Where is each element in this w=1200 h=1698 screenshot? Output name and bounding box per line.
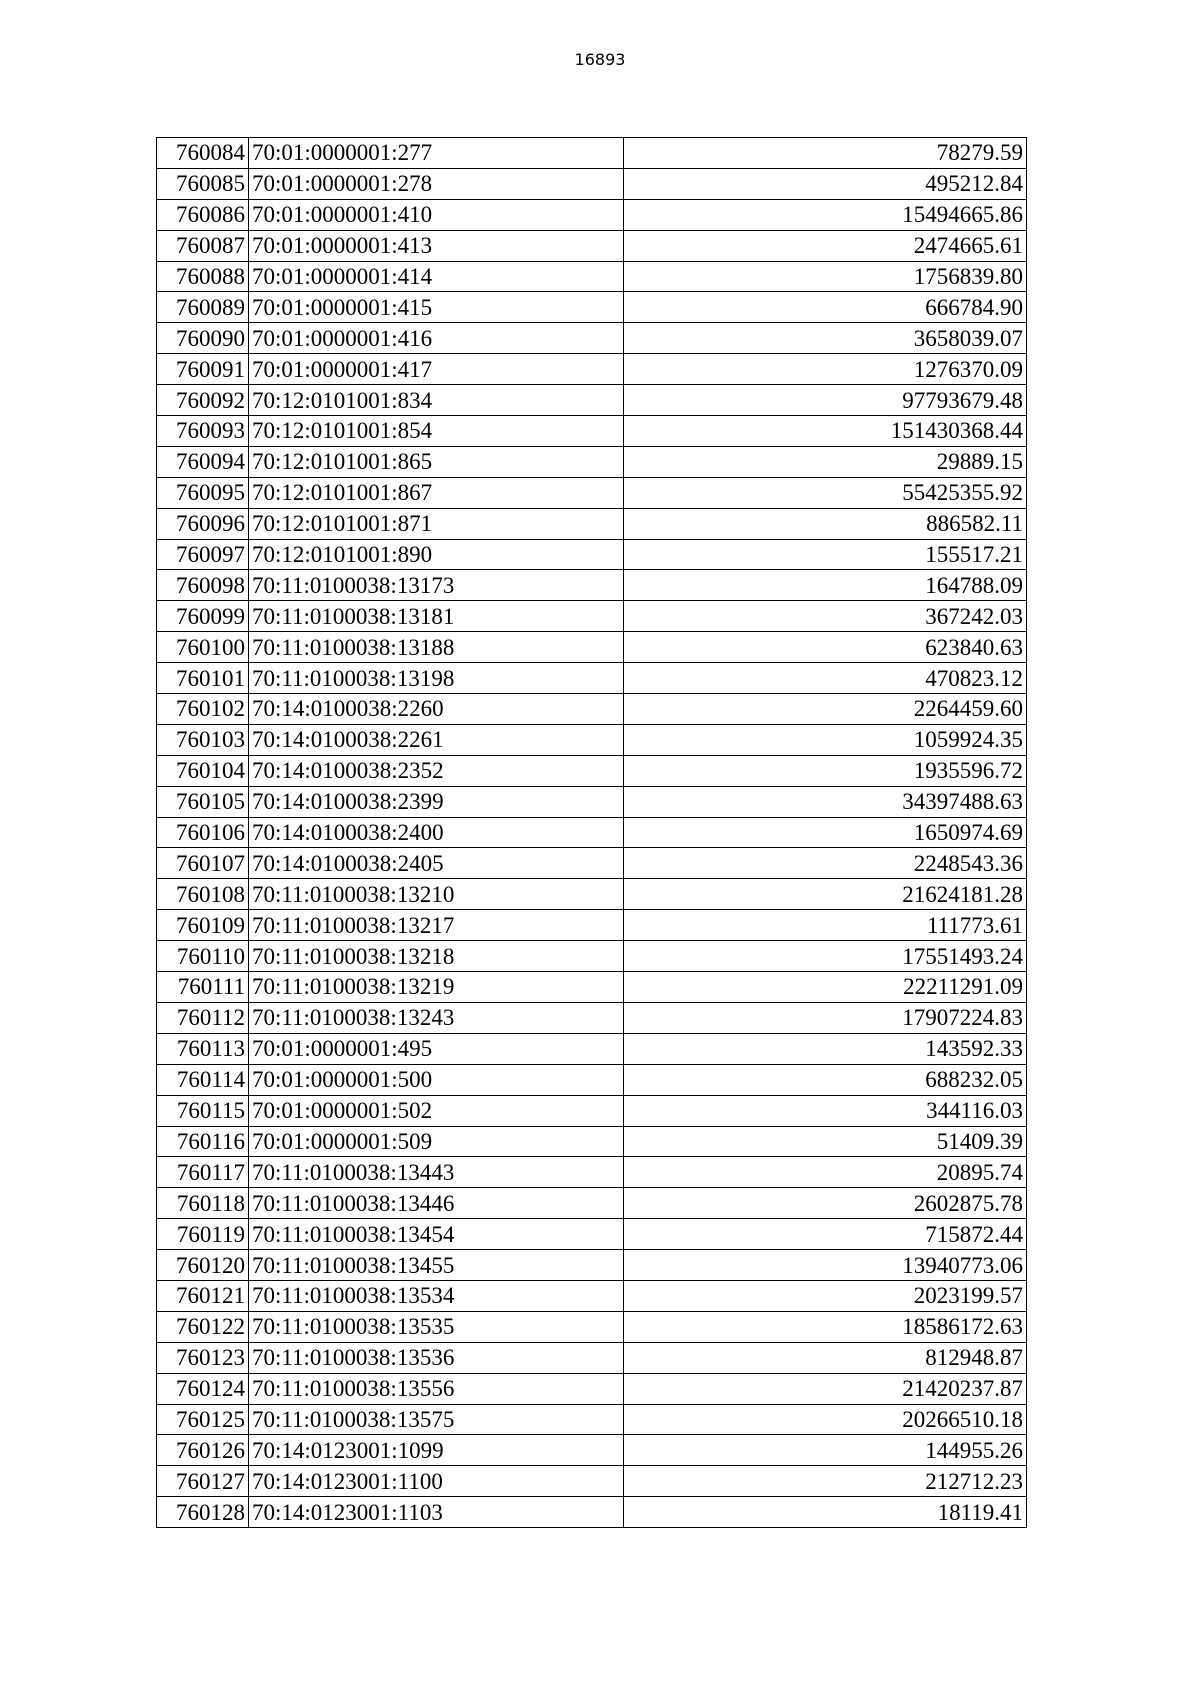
cadastral-value-cell: 2248543.36: [624, 848, 1027, 879]
cadastral-number-cell: 70:01:0000001:502: [249, 1095, 624, 1126]
cadastral-value-cell: 212712.23: [624, 1466, 1027, 1497]
row-number-cell: 760111: [157, 972, 249, 1003]
cadastral-number-cell: 70:01:0000001:414: [249, 261, 624, 292]
table-row: [157, 879, 1027, 910]
cadastral-number-cell: 70:12:0101001:834: [249, 385, 624, 416]
cadastral-value-cell: 1650974.69: [624, 817, 1027, 848]
cadastral-number-cell: 70:12:0101001:854: [249, 416, 624, 447]
row-number-cell: 760116: [157, 1126, 249, 1157]
cadastral-value-cell: 470823.12: [624, 663, 1027, 694]
row-number-cell: 760128: [157, 1497, 249, 1528]
table-row: [157, 1280, 1027, 1311]
cadastral-number-cell: 70:01:0000001:413: [249, 230, 624, 261]
cadastral-value-cell: 78279.59: [624, 138, 1027, 169]
table-row: [157, 1126, 1027, 1157]
cadastral-number-cell: 70:14:0123001:1100: [249, 1466, 624, 1497]
cadastral-value-cell: 1059924.35: [624, 724, 1027, 755]
table-row: [157, 446, 1027, 477]
row-number-cell: 760122: [157, 1311, 249, 1342]
cadastral-value-cell: 3658039.07: [624, 323, 1027, 354]
row-number-cell: 760093: [157, 416, 249, 447]
cadastral-value-cell: 155517.21: [624, 539, 1027, 570]
cadastral-number-cell: 70:11:0100038:13556: [249, 1373, 624, 1404]
table-row: [157, 416, 1027, 447]
row-number-cell: 760087: [157, 230, 249, 261]
cadastral-number-cell: 70:11:0100038:13534: [249, 1280, 624, 1311]
row-number-cell: 760097: [157, 539, 249, 570]
row-number-cell: 760090: [157, 323, 249, 354]
table-row: [157, 817, 1027, 848]
row-number-cell: 760115: [157, 1095, 249, 1126]
table-row: [157, 1157, 1027, 1188]
cadastral-number-cell: 70:11:0100038:13210: [249, 879, 624, 910]
table-row: [157, 786, 1027, 817]
row-number-cell: 760127: [157, 1466, 249, 1497]
cadastral-value-cell: 1276370.09: [624, 354, 1027, 385]
cadastral-value-cell: 15494665.86: [624, 199, 1027, 230]
cadastral-number-cell: 70:01:0000001:278: [249, 168, 624, 199]
table-row: [157, 1219, 1027, 1250]
row-number-cell: 760108: [157, 879, 249, 910]
row-number-cell: 760084: [157, 138, 249, 169]
cadastral-value-cell: 34397488.63: [624, 786, 1027, 817]
cadastral-value-cell: 17907224.83: [624, 1002, 1027, 1033]
row-number-cell: 760103: [157, 724, 249, 755]
cadastral-value-cell: 20266510.18: [624, 1404, 1027, 1435]
row-number-cell: 760110: [157, 941, 249, 972]
cadastral-value-cell: 666784.90: [624, 292, 1027, 323]
cadastral-number-cell: 70:14:0100038:2400: [249, 817, 624, 848]
table-row: [157, 354, 1027, 385]
cadastral-value-cell: 812948.87: [624, 1342, 1027, 1373]
cadastral-number-cell: 70:11:0100038:13181: [249, 601, 624, 632]
cadastral-value-cell: 164788.09: [624, 570, 1027, 601]
table-row: [157, 1188, 1027, 1219]
row-number-cell: 760107: [157, 848, 249, 879]
cadastral-value-cell: 151430368.44: [624, 416, 1027, 447]
row-number-cell: 760088: [157, 261, 249, 292]
cadastral-number-cell: 70:14:0100038:2352: [249, 755, 624, 786]
cadastral-value-cell: 17551493.24: [624, 941, 1027, 972]
cadastral-value-cell: 51409.39: [624, 1126, 1027, 1157]
cadastral-value-cell: 367242.03: [624, 601, 1027, 632]
cadastral-value-cell: 2602875.78: [624, 1188, 1027, 1219]
cadastral-number-cell: 70:01:0000001:415: [249, 292, 624, 323]
row-number-cell: 760099: [157, 601, 249, 632]
cadastral-number-cell: 70:12:0101001:867: [249, 477, 624, 508]
cadastral-value-cell: 886582.11: [624, 508, 1027, 539]
cadastral-number-cell: 70:14:0100038:2399: [249, 786, 624, 817]
table-row: [157, 138, 1027, 169]
cadastral-number-cell: 70:11:0100038:13198: [249, 663, 624, 694]
table-row: [157, 1033, 1027, 1064]
row-number-cell: 760098: [157, 570, 249, 601]
cadastral-number-cell: 70:11:0100038:13218: [249, 941, 624, 972]
cadastral-value-cell: 13940773.06: [624, 1250, 1027, 1281]
table-row: [157, 477, 1027, 508]
table-row: [157, 941, 1027, 972]
cadastral-value-cell: 97793679.48: [624, 385, 1027, 416]
cadastral-number-cell: 70:11:0100038:13535: [249, 1311, 624, 1342]
table-row: [157, 755, 1027, 786]
table-row: [157, 323, 1027, 354]
cadastral-number-cell: 70:11:0100038:13219: [249, 972, 624, 1003]
cadastral-number-cell: 70:01:0000001:410: [249, 199, 624, 230]
row-number-cell: 760119: [157, 1219, 249, 1250]
cadastral-number-cell: 70:11:0100038:13243: [249, 1002, 624, 1033]
table-row: [157, 972, 1027, 1003]
cadastral-value-table: [156, 137, 1027, 1528]
cadastral-value-cell: 623840.63: [624, 632, 1027, 663]
row-number-cell: 760089: [157, 292, 249, 323]
table-row: [157, 539, 1027, 570]
cadastral-number-cell: 70:12:0101001:871: [249, 508, 624, 539]
cadastral-number-cell: 70:11:0100038:13575: [249, 1404, 624, 1435]
cadastral-value-cell: 18119.41: [624, 1497, 1027, 1528]
row-number-cell: 760106: [157, 817, 249, 848]
row-number-cell: 760102: [157, 694, 249, 725]
row-number-cell: 760085: [157, 168, 249, 199]
row-number-cell: 760092: [157, 385, 249, 416]
cadastral-number-cell: 70:11:0100038:13188: [249, 632, 624, 663]
cadastral-number-cell: 70:11:0100038:13443: [249, 1157, 624, 1188]
row-number-cell: 760112: [157, 1002, 249, 1033]
cadastral-number-cell: 70:14:0123001:1103: [249, 1497, 624, 1528]
row-number-cell: 760118: [157, 1188, 249, 1219]
row-number-cell: 760120: [157, 1250, 249, 1281]
cadastral-number-cell: 70:01:0000001:417: [249, 354, 624, 385]
table-row: [157, 292, 1027, 323]
cadastral-number-cell: 70:11:0100038:13454: [249, 1219, 624, 1250]
table-row: [157, 570, 1027, 601]
row-number-cell: 760096: [157, 508, 249, 539]
table-row: [157, 1435, 1027, 1466]
table-row: [157, 1373, 1027, 1404]
cadastral-number-cell: 70:14:0100038:2260: [249, 694, 624, 725]
row-number-cell: 760094: [157, 446, 249, 477]
cadastral-number-cell: 70:01:0000001:509: [249, 1126, 624, 1157]
row-number-cell: 760121: [157, 1280, 249, 1311]
page-number: 16893: [574, 50, 626, 69]
table-row: [157, 508, 1027, 539]
row-number-cell: 760114: [157, 1064, 249, 1095]
table-row: [157, 1311, 1027, 1342]
cadastral-value-cell: 1935596.72: [624, 755, 1027, 786]
cadastral-number-cell: 70:01:0000001:277: [249, 138, 624, 169]
cadastral-number-cell: 70:14:0100038:2405: [249, 848, 624, 879]
table-row: [157, 848, 1027, 879]
table-row: [157, 601, 1027, 632]
cadastral-value-cell: 2023199.57: [624, 1280, 1027, 1311]
cadastral-value-cell: 495212.84: [624, 168, 1027, 199]
table-row: [157, 1497, 1027, 1528]
table-row: [157, 230, 1027, 261]
table-row: [157, 168, 1027, 199]
row-number-cell: 760117: [157, 1157, 249, 1188]
row-number-cell: 760109: [157, 910, 249, 941]
row-number-cell: 760086: [157, 199, 249, 230]
row-number-cell: 760124: [157, 1373, 249, 1404]
cadastral-value-cell: 55425355.92: [624, 477, 1027, 508]
table-row: [157, 663, 1027, 694]
cadastral-value-cell: 21420237.87: [624, 1373, 1027, 1404]
cadastral-number-cell: 70:01:0000001:500: [249, 1064, 624, 1095]
row-number-cell: 760101: [157, 663, 249, 694]
row-number-cell: 760104: [157, 755, 249, 786]
cadastral-value-cell: 143592.33: [624, 1033, 1027, 1064]
row-number-cell: 760100: [157, 632, 249, 663]
cadastral-value-cell: 18586172.63: [624, 1311, 1027, 1342]
table-row: [157, 910, 1027, 941]
cadastral-value-cell: 20895.74: [624, 1157, 1027, 1188]
cadastral-number-cell: 70:12:0101001:890: [249, 539, 624, 570]
table-row: [157, 1342, 1027, 1373]
table-row: [157, 1250, 1027, 1281]
cadastral-number-cell: 70:11:0100038:13217: [249, 910, 624, 941]
table-row: [157, 724, 1027, 755]
table-row: [157, 1002, 1027, 1033]
cadastral-value-cell: 688232.05: [624, 1064, 1027, 1095]
cadastral-number-cell: 70:12:0101001:865: [249, 446, 624, 477]
table-row: [157, 385, 1027, 416]
cadastral-value-cell: 111773.61: [624, 910, 1027, 941]
row-number-cell: 760123: [157, 1342, 249, 1373]
cadastral-value-cell: 2264459.60: [624, 694, 1027, 725]
cadastral-value-cell: 29889.15: [624, 446, 1027, 477]
cadastral-value-cell: 1756839.80: [624, 261, 1027, 292]
table-row: [157, 694, 1027, 725]
cadastral-number-cell: 70:14:0100038:2261: [249, 724, 624, 755]
row-number-cell: 760095: [157, 477, 249, 508]
table-row: [157, 261, 1027, 292]
cadastral-value-cell: 21624181.28: [624, 879, 1027, 910]
row-number-cell: 760105: [157, 786, 249, 817]
row-number-cell: 760113: [157, 1033, 249, 1064]
row-number-cell: 760091: [157, 354, 249, 385]
cadastral-value-cell: 22211291.09: [624, 972, 1027, 1003]
cadastral-number-cell: 70:11:0100038:13536: [249, 1342, 624, 1373]
table-row: [157, 1466, 1027, 1497]
table-row: [157, 1404, 1027, 1435]
table-row: [157, 1064, 1027, 1095]
cadastral-number-cell: 70:01:0000001:416: [249, 323, 624, 354]
table-row: [157, 1095, 1027, 1126]
cadastral-number-cell: 70:11:0100038:13446: [249, 1188, 624, 1219]
table-body: [157, 138, 1027, 1528]
cadastral-number-cell: 70:11:0100038:13173: [249, 570, 624, 601]
cadastral-number-cell: 70:01:0000001:495: [249, 1033, 624, 1064]
cadastral-value-cell: 715872.44: [624, 1219, 1027, 1250]
cadastral-number-cell: 70:14:0123001:1099: [249, 1435, 624, 1466]
row-number-cell: 760126: [157, 1435, 249, 1466]
table-row: [157, 632, 1027, 663]
row-number-cell: 760125: [157, 1404, 249, 1435]
cadastral-value-cell: 2474665.61: [624, 230, 1027, 261]
cadastral-value-cell: 144955.26: [624, 1435, 1027, 1466]
table-row: [157, 199, 1027, 230]
cadastral-number-cell: 70:11:0100038:13455: [249, 1250, 624, 1281]
cadastral-value-cell: 344116.03: [624, 1095, 1027, 1126]
